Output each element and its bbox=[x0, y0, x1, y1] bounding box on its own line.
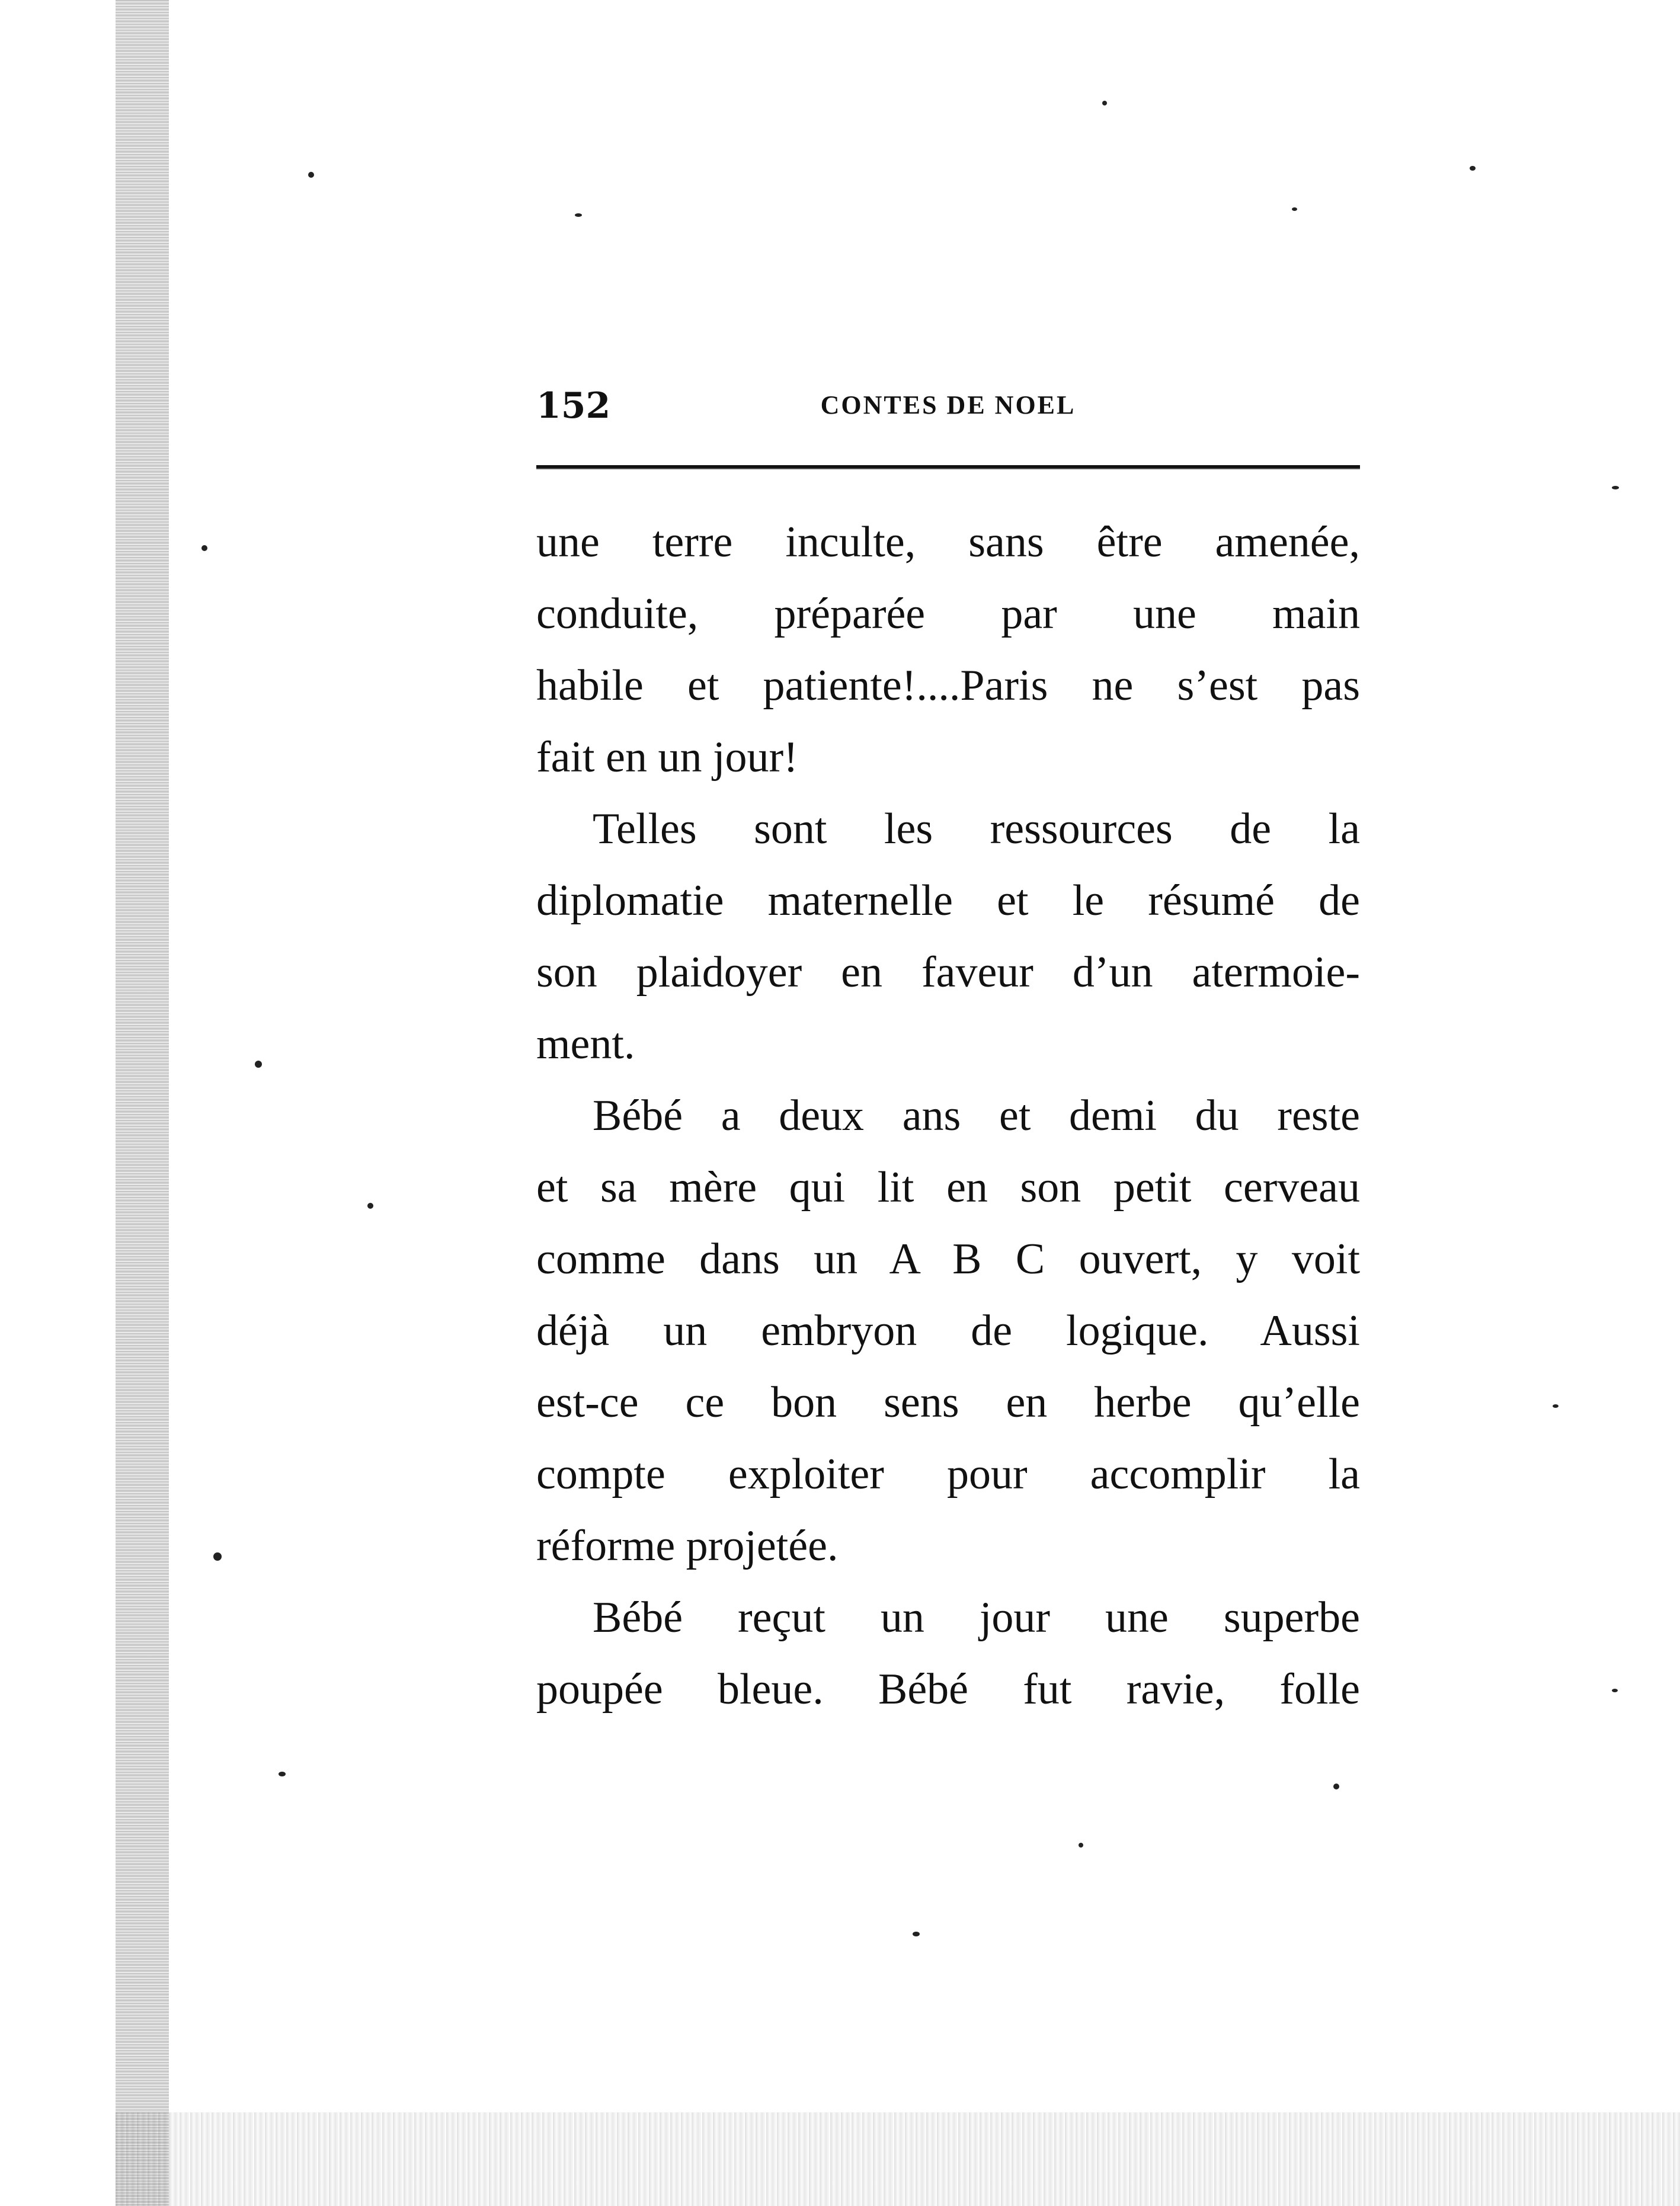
text-line: une terre inculte, sans être amenée, bbox=[536, 518, 1360, 566]
text-line: réforme projetée. bbox=[536, 1522, 839, 1570]
text-line: est-ce ce bon sens en herbe qu’elle bbox=[536, 1378, 1360, 1427]
text-line: conduite, préparée par une main bbox=[536, 590, 1360, 638]
speck bbox=[213, 1552, 222, 1561]
text-line: et sa mère qui lit en son petit cerveau bbox=[536, 1163, 1360, 1212]
speck bbox=[1102, 101, 1107, 105]
speck bbox=[255, 1061, 262, 1068]
text-line: Bébé a deux ans et demi du reste bbox=[593, 1091, 1360, 1140]
text-line: poupée bleue. Bébé fut ravie, folle bbox=[536, 1665, 1360, 1714]
book-page bbox=[536, 385, 1360, 1714]
speck bbox=[279, 1772, 286, 1776]
scan-bottom-edge bbox=[116, 2112, 1680, 2206]
page-header bbox=[536, 385, 1360, 433]
speck bbox=[1612, 1689, 1618, 1692]
text-line: habile et patiente!....Paris ne s’est pas bbox=[536, 661, 1360, 710]
text-line: diplomatie maternelle et le résumé de bbox=[536, 876, 1360, 925]
text-line: fait en un jour! bbox=[536, 733, 798, 782]
body-text bbox=[536, 507, 1360, 1725]
text-line: compte exploiter pour accomplir la bbox=[536, 1450, 1360, 1499]
speck bbox=[1079, 1843, 1083, 1848]
text-line: son plaidoyer en faveur d’un atermoie- bbox=[536, 948, 1360, 997]
speck bbox=[308, 172, 314, 178]
scan-left-edge bbox=[116, 0, 169, 2206]
speck bbox=[201, 545, 207, 551]
text-line: comme dans un A B C ouvert, y voit bbox=[536, 1235, 1360, 1283]
text-line: ment. bbox=[536, 1020, 635, 1068]
page-number: 152 bbox=[536, 385, 611, 427]
speck bbox=[913, 1932, 920, 1936]
speck bbox=[1612, 486, 1619, 489]
speck bbox=[575, 213, 582, 217]
speck bbox=[1553, 1404, 1559, 1408]
header-rule bbox=[536, 465, 1360, 469]
running-title: CONTES DE NOEL bbox=[820, 390, 1076, 420]
text-line: déjà un embryon de logique. Aussi bbox=[536, 1307, 1360, 1355]
text-line: Telles sont les ressources de la bbox=[593, 805, 1360, 853]
text-line: Bébé reçut un jour une superbe bbox=[593, 1593, 1360, 1642]
speck bbox=[1292, 207, 1297, 211]
speck bbox=[1470, 166, 1476, 171]
speck bbox=[367, 1203, 373, 1209]
speck bbox=[1333, 1784, 1339, 1789]
